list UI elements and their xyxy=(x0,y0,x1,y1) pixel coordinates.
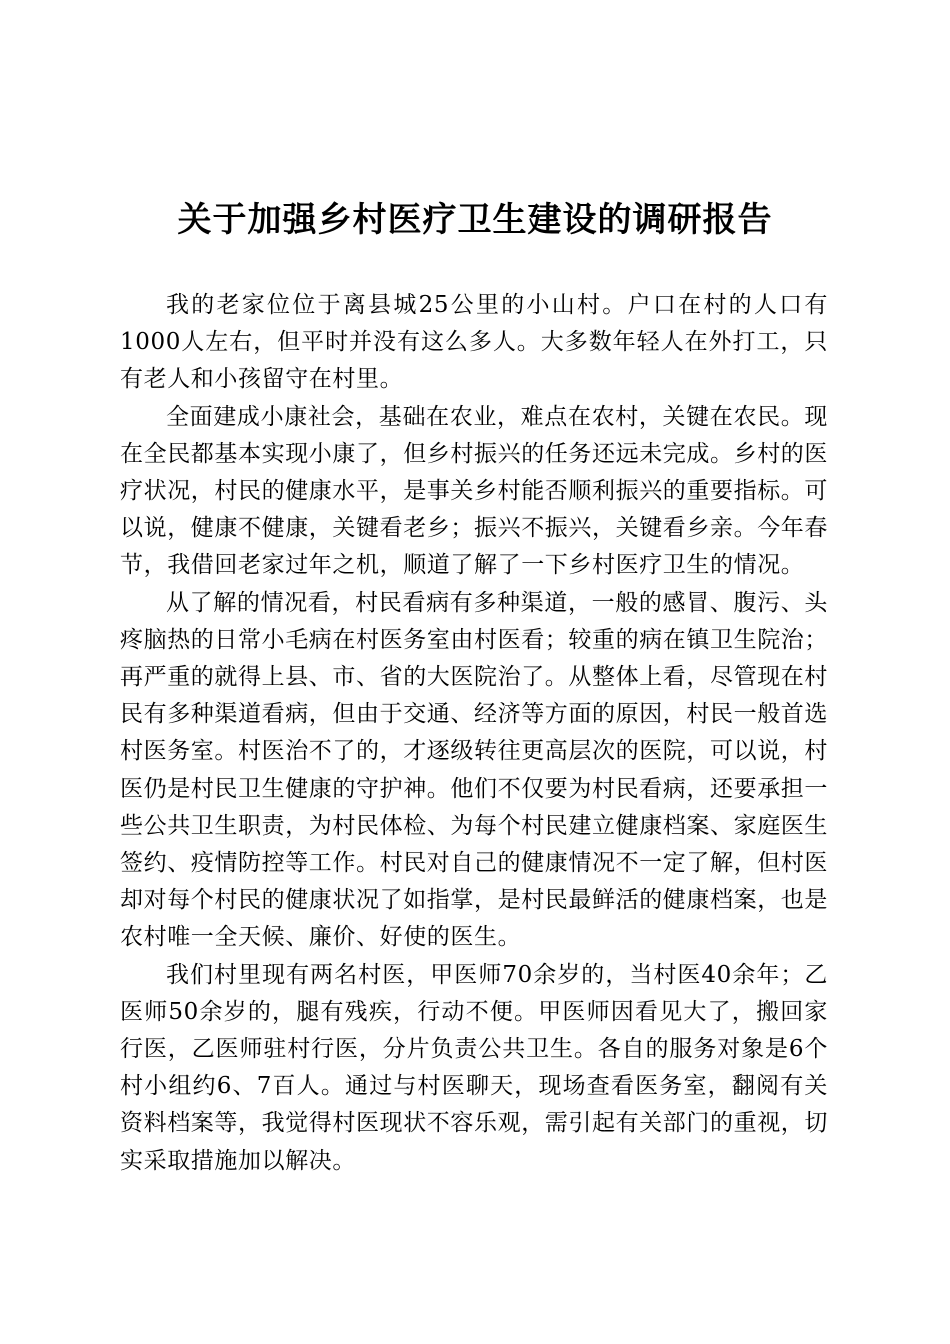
paragraph-1: 我的老家位位于离县城25公里的小山村。户口在村的人口有1000人左右，但平时并没有这么多人。大多数年轻人在外打工，只有老人和小孩留守在村里。 xyxy=(120,292,828,393)
paragraph-4: 我们村里现有两名村医，甲医师70余岁的，当村医40余年；乙医师50余岁的，腿有残疾，行动不便。甲医师因看见大了，搬回家行医，乙医师驻村行医，分片负责公共卫生。各自的服务对象是6个村小组约6、7百人。通过与村医聊天，现场查看医务室，翻阅有关资料档案等，我觉得村医现状不容乐观，需引起有关部门的重视，切实采取措施加以解决。 xyxy=(120,961,828,1174)
document-title: 关于加强乡村医疗卫生建设的调研报告 xyxy=(177,200,773,240)
paragraph-3: 从了解的情况看，村民看病有多种渠道，一般的感冒、腹污、头疼脑热的日常小毛病在村医务室由村医看；较重的病在镇卫生院治；再严重的就得上县、市、省的大医院治了。从整体上看，尽管现在村民有多种渠道看病，但由于交通、经济等方面的原因，村民一般首选村医务室。村医治不了的，才逐级转往更高层次的医院，可以说，村医仍是村民卫生健康的守护神。他们不仅要为村民看病，还要承担一些公共卫生职责，为村民体检、为每个村民建立健康档案、家庭医生签约、疫情防控等工作。村民对自己的健康情况不一定了解，但村医却对每个村民的健康状况了如指掌，是村民最鲜活的健康档案，也是农村唯一全天候、廉价、好使的医生。 xyxy=(120,589,828,951)
document-body xyxy=(120,287,828,1180)
paragraph-2: 全面建成小康社会，基础在农业，难点在农村，关键在农民。现在全民都基本实现小康了，但乡村振兴的任务还远未完成。乡村的医疗状况，村民的健康水平，是事关乡村能否顺利振兴的重要指标。可以说，健康不健康，关键看老乡；振兴不振兴，关键看乡亲。今年春节，我借回老家过年之机，顺道了解了一下乡村医疗卫生的情况。 xyxy=(120,403,828,579)
